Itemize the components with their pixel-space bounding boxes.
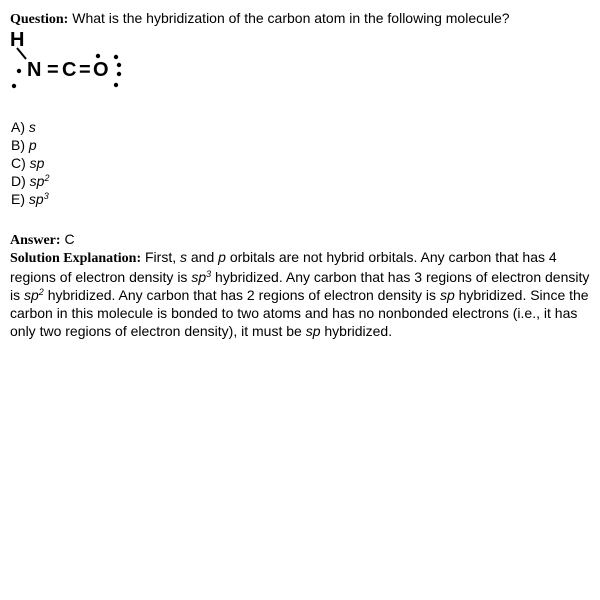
- choice-e: [11, 190, 49, 208]
- choice-superscript: 2: [44, 173, 50, 183]
- explanation-segment-text: orbitals are not hybrid orbitals. Any carbon that has 4 regions of electron density is: [10, 249, 557, 285]
- answer-choices: [11, 118, 49, 208]
- choice-c: [11, 154, 49, 172]
- answer-value: C: [64, 231, 75, 247]
- lone-pair-dot-o: [114, 55, 118, 59]
- explanation-segment-text: s: [180, 249, 187, 265]
- explanation-term: [180, 249, 187, 265]
- lone-pair-dot-o: [117, 63, 121, 67]
- atom-h: H: [10, 29, 25, 51]
- explanation-segment: [187, 249, 218, 265]
- explanation-segment-text: and: [187, 249, 219, 265]
- lone-pair-dot-o: [117, 72, 121, 76]
- question-line: [10, 9, 510, 29]
- choice-letter: E): [11, 191, 25, 207]
- lone-pair-dot-n: [12, 84, 16, 88]
- choice-value: sp: [28, 191, 44, 207]
- explanation-segment: [321, 323, 393, 339]
- explanation-superscript: 2: [38, 287, 44, 297]
- explanation-segment-text: hybridized.: [320, 323, 393, 339]
- choice-value: sp: [29, 155, 45, 171]
- question-text: What is the hybridization of the carbon atom in the following molecule?: [72, 10, 510, 26]
- choice-b: [11, 136, 49, 154]
- choice-superscript: 3: [43, 191, 49, 201]
- choice-letter: B): [11, 137, 25, 153]
- atom-c: C: [62, 59, 77, 81]
- explanation-segment-text: First,: [145, 249, 180, 265]
- explanation-label: Solution Explanation:: [10, 251, 142, 266]
- explanation-segment-text: hybridized. Any carbon that has 2 regions of electron density is: [43, 287, 440, 303]
- choice-value: sp: [29, 173, 45, 189]
- explanation-segment-text: sp: [305, 323, 321, 339]
- explanation-segment-text: sp: [191, 269, 207, 285]
- bond-n-c: =: [47, 59, 59, 81]
- choice-a: [11, 118, 49, 136]
- lone-pair-dot-o: [96, 54, 100, 58]
- solution-explanation: [10, 248, 596, 340]
- lone-pair-dot-o: [114, 83, 118, 87]
- bond-c-o: =: [79, 59, 91, 81]
- explanation-term: [306, 323, 321, 339]
- explanation-segment-text: hybridized. Since the carbon in this molecule is bonded to two atoms and has no nonbonded electrons (i.e., it has only two regions of electron density), it must be: [10, 287, 589, 339]
- question-label: Question:: [10, 12, 69, 27]
- explanation-segment-text: sp: [439, 287, 455, 303]
- explanation-term: [218, 249, 226, 265]
- explanation-superscript: 3: [206, 269, 212, 279]
- explanation-term: [440, 287, 455, 303]
- choice-letter: C): [11, 155, 26, 171]
- choice-value: p: [28, 137, 37, 153]
- molecule-structure: [6, 28, 136, 96]
- choice-letter: A): [11, 119, 25, 135]
- explanation-term: [24, 287, 44, 303]
- explanation-segment: [145, 249, 180, 265]
- explanation-segment: [44, 287, 440, 303]
- choice-d: [11, 172, 49, 190]
- answer-line: [10, 230, 75, 250]
- explanation-segment-text: p: [218, 249, 226, 265]
- explanation-segment-text: sp: [24, 287, 39, 303]
- choice-letter: D): [11, 173, 26, 189]
- answer-label: Answer:: [10, 233, 61, 248]
- lone-pair-dot-n: [17, 69, 21, 73]
- atom-o: O: [93, 59, 109, 81]
- choice-value: s: [28, 119, 36, 135]
- atom-n: N: [27, 59, 42, 81]
- explanation-term: [191, 269, 211, 285]
- explanation-segment-text: hybridized. Any carbon that has 3 regions of electron density is: [10, 269, 590, 303]
